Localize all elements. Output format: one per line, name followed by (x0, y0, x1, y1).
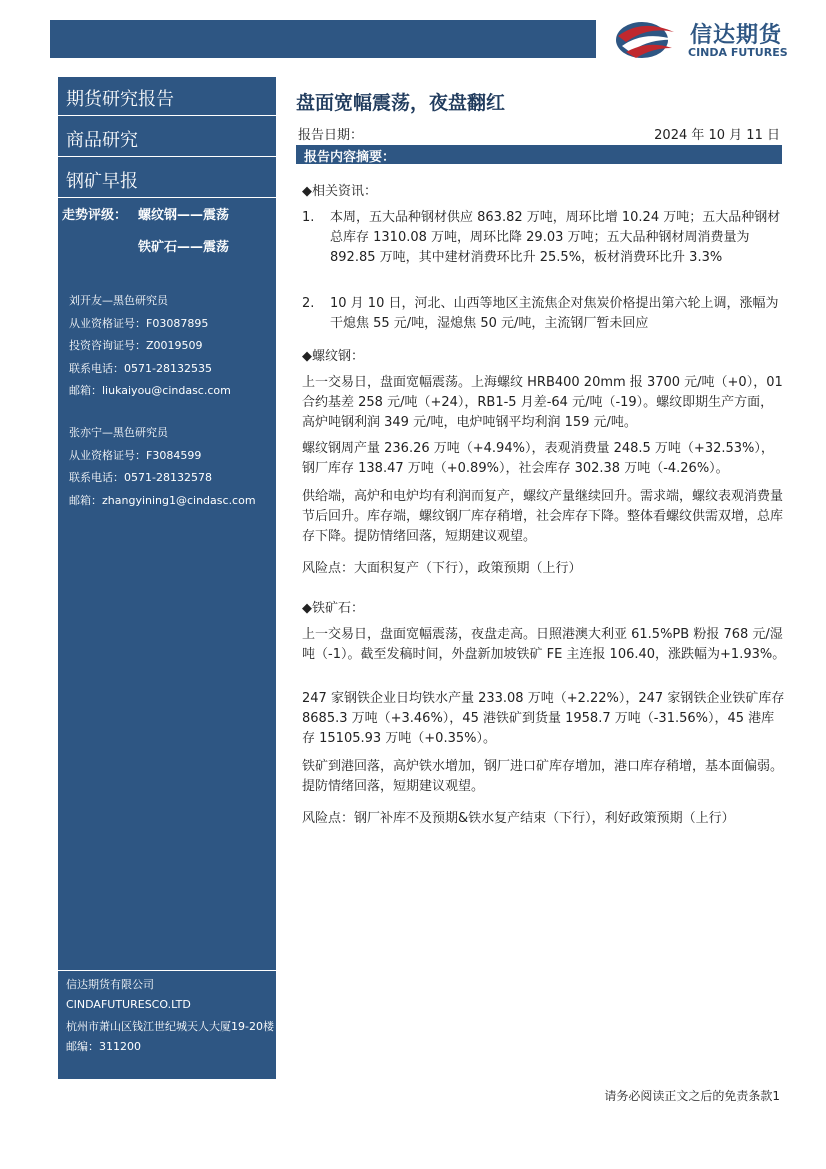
company-name-cn: 信达期货有限公司 (66, 978, 154, 991)
company-logo (612, 16, 812, 62)
rebar-paragraph: 供给端，高炉和电炉均有利润而复产，螺纹产量继续回升。需求端，螺纹表观消费量节后回升。库存端，螺纹钢厂库存稍增，社会库存下降。整体看螺纹供需双增，总库存下降。提防情绪回落，短期建议观望。 (302, 489, 784, 544)
analyst-2 (69, 422, 256, 512)
news-item-number: 1. (302, 210, 315, 225)
sidebar-section-report-type: 期货研究报告 (58, 77, 276, 116)
logo-text-en: CINDA FUTURES (688, 46, 788, 59)
analyst-name: 张亦宁—黑色研究员 (69, 426, 168, 439)
analyst-qualification: 从业资格证号：F3084599 (69, 448, 202, 462)
iron-ore-paragraph: 铁矿到港回落，高炉铁水增加，钢厂进口矿库存增加，港口库存稍增，基本面偏弱。提防情绪回落，短期建议观望。 (302, 759, 784, 794)
report-title: 盘面宽幅震荡，夜盘翻红 (296, 92, 506, 114)
news-item-text: 10 月 10 日，河北、山西等地区主流焦企对焦炭价格提出第六轮上调，涨幅为干熄焦 55 元/吨，湿熄焦 50 元/吨，主流钢厂暂未回应 (330, 296, 779, 331)
rating-label: 走势评级： (62, 208, 128, 223)
company-postcode: 邮编：311200 (66, 1040, 141, 1053)
company-name-en: CINDAFUTURESCO.LTD (66, 998, 191, 1011)
analyst-email: 邮箱：zhangyining1@cindasc.com (69, 493, 256, 507)
news-item-text: 本周，五大品种钢材供应 863.82 万吨，周环比增 10.24 万吨；五大品种钢材总库存 1310.08 万吨，周环比降 29.03 万吨；五大品种钢材周消费量为 892.85 万吨，其中建材消费环比升 25.5%，板材消费环比升 3.3% (330, 210, 781, 265)
rating-iron-ore: 铁矿石——震荡 (138, 240, 230, 255)
analyst-name: 刘开友—黑色研究员 (69, 294, 168, 307)
summary-heading-bar (296, 145, 782, 164)
rebar-heading: ◆螺纹钢： (302, 349, 364, 364)
analyst-qualification: 从业资格证号：F03087895 (69, 316, 209, 330)
disclaimer-footer: 请务必阅读正文之后的免责条款1 (604, 1089, 780, 1103)
rating-rebar: 螺纹钢——震荡 (138, 208, 230, 223)
analyst-1 (69, 290, 231, 403)
report-date-value: 2024 年 10 月 11 日 (654, 128, 780, 143)
analyst-email: 邮箱：liukaiyou@cindasc.com (69, 384, 231, 398)
iron-ore-heading: ◆铁矿石： (302, 601, 364, 616)
analyst-phone: 联系电话：0571-28132535 (69, 361, 212, 375)
company-address: 杭州市萧山区钱江世纪城天人大厦19-20楼 (66, 1020, 274, 1033)
header-bar (50, 20, 596, 58)
analyst-phone: 联系电话：0571-28132578 (69, 471, 212, 485)
news-item-number: 2. (302, 296, 315, 311)
logo-emblem-icon (612, 16, 682, 62)
iron-ore-paragraph: 247 家钢铁企业日均铁水产量 233.08 万吨（+2.22%），247 家钢铁企业铁矿库存 8685.3 万吨（+3.46%），45 港铁矿到货量 1958.7 万吨（-31.56%），45 港库存 15105.93 万吨（+0.35%）。 (302, 691, 785, 746)
iron-ore-paragraph: 上一交易日，盘面宽幅震荡，夜盘走高。日照港澳大利亚 61.5%PB 粉报 768 元/湿吨（-1）。截至发稿时间，外盘新加坡铁矿 FE 主连报 106.40，涨跌幅为+1.93%。 (302, 627, 786, 662)
sidebar-section-report-name: 钢矿早报 (58, 159, 276, 198)
logo-text-cn: 信达期货 (690, 23, 783, 48)
rebar-risk: 风险点：大面积复产（下行），政策预期（上行） (302, 561, 582, 576)
rebar-paragraph: 上一交易日，盘面宽幅震荡。上海螺纹 HRB400 20mm 报 3700 元/吨（+0），01 合约基差 258 元/吨（+24），RB1-5 月差-64 元/吨（-19）。螺纹即期生产方面，高炉吨钢利润 349 元/吨，电炉吨钢平均利润 159 元/吨。 (302, 375, 783, 430)
sidebar-section-category: 商品研究 (58, 118, 276, 157)
sidebar (58, 77, 276, 1079)
summary-heading: 报告内容摘要： (304, 150, 396, 165)
iron-ore-risk: 风险点：钢厂补库不及预期&铁水复产结束（下行），利好政策预期（上行） (302, 811, 735, 826)
report-date-label: 报告日期： (298, 128, 364, 143)
analyst-consulting: 投资咨询证号：Z0019509 (69, 339, 203, 353)
rebar-paragraph: 螺纹钢周产量 236.26 万吨（+4.94%），表观消费量 248.5 万吨（+32.53%），钢厂库存 138.47 万吨（+0.89%），社会库存 302.38 万吨（-4.26%）。 (302, 441, 774, 476)
company-info (58, 970, 276, 1053)
news-heading: ◆相关资讯： (302, 184, 377, 199)
